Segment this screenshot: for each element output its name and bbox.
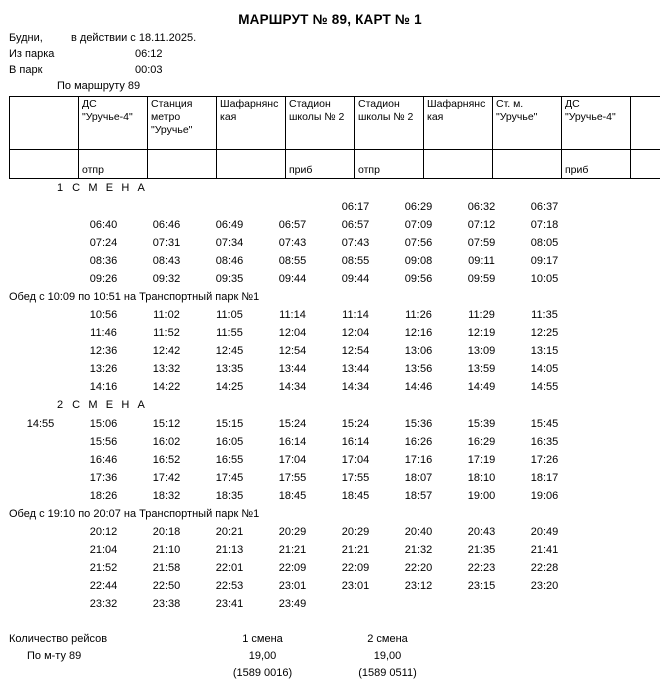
time-cell: 12:42 — [135, 342, 198, 360]
time-cell — [576, 270, 639, 288]
time-cell — [9, 541, 72, 559]
time-cell — [9, 433, 72, 451]
time-cell: 15:56 — [72, 433, 135, 451]
stop-name-cell-3: Шафарнянская — [217, 97, 286, 150]
time-cell — [72, 198, 135, 216]
footer-header-row — [9, 631, 660, 648]
footer-summary — [0, 631, 660, 682]
time-cell: 22:01 — [198, 559, 261, 577]
schedule-grid — [9, 523, 648, 613]
shift-number: 2 — [57, 399, 72, 411]
time-cell: 18:32 — [135, 487, 198, 505]
time-cell: 20:18 — [135, 523, 198, 541]
time-cell: 21:52 — [72, 559, 135, 577]
time-cell: 11:52 — [135, 324, 198, 342]
shift1-label: 1 смена — [200, 631, 325, 648]
time-cell — [576, 541, 639, 559]
time-cell: 08:46 — [198, 252, 261, 270]
time-cell: 07:43 — [261, 234, 324, 252]
schedule-row — [9, 541, 648, 559]
mode-cell-6 — [424, 150, 493, 179]
lunch-break-note: Обед с 19:10 по 20:07 на Транспортный парк №1 — [0, 505, 660, 523]
time-cell: 13:56 — [387, 360, 450, 378]
time-cell: 18:17 — [513, 469, 576, 487]
shift1-code: (1589 0016) — [200, 665, 325, 682]
time-cell: 07:34 — [198, 234, 261, 252]
schedule-row — [9, 415, 648, 433]
shift1-count: 19,00 — [200, 648, 325, 665]
mode-cell-8: приб — [562, 150, 631, 179]
time-cell: 22:50 — [135, 577, 198, 595]
time-cell — [576, 378, 639, 396]
shift-word: С М Е Н А — [72, 399, 147, 411]
time-cell: 15:15 — [198, 415, 261, 433]
time-cell: 13:35 — [198, 360, 261, 378]
time-cell: 14:16 — [72, 378, 135, 396]
time-cell — [9, 469, 72, 487]
time-cell: 13:59 — [450, 360, 513, 378]
time-cell: 16:46 — [72, 451, 135, 469]
time-cell: 14:46 — [387, 378, 450, 396]
time-cell — [9, 342, 72, 360]
time-cell: 09:56 — [387, 270, 450, 288]
schedule-row — [9, 306, 648, 324]
time-cell: 14:05 — [513, 360, 576, 378]
time-cell: 16:05 — [198, 433, 261, 451]
schedule-body — [0, 179, 660, 613]
time-cell: 15:24 — [324, 415, 387, 433]
mode-cell-5: отпр — [355, 150, 424, 179]
time-cell: 22:09 — [324, 559, 387, 577]
time-cell: 06:29 — [387, 198, 450, 216]
time-cell: 09:32 — [135, 270, 198, 288]
time-cell: 21:41 — [513, 541, 576, 559]
time-cell: 11:14 — [261, 306, 324, 324]
time-cell — [9, 595, 72, 613]
time-cell: 17:16 — [387, 451, 450, 469]
schedule-row — [9, 433, 648, 451]
time-cell: 06:46 — [135, 216, 198, 234]
schedule-grid — [9, 306, 648, 396]
time-cell: 20:12 — [72, 523, 135, 541]
footer-route-label: По м-ту 89 — [9, 648, 200, 665]
stop-name-cell-5: Стадион школы № 2 — [355, 97, 424, 150]
mode-cell-1: отпр — [79, 150, 148, 179]
time-cell — [576, 252, 639, 270]
time-cell: 21:32 — [387, 541, 450, 559]
time-cell: 22:23 — [450, 559, 513, 577]
from-depot-label: Из парка — [9, 46, 135, 62]
time-cell: 14:49 — [450, 378, 513, 396]
time-cell: 15:12 — [135, 415, 198, 433]
time-cell: 14:25 — [198, 378, 261, 396]
time-cell: 16:14 — [261, 433, 324, 451]
time-cell: 22:28 — [513, 559, 576, 577]
time-cell: 21:58 — [135, 559, 198, 577]
time-cell: 22:20 — [387, 559, 450, 577]
time-cell — [9, 378, 72, 396]
time-cell — [576, 595, 639, 613]
time-cell: 11:05 — [198, 306, 261, 324]
to-depot-time: 00:03 — [135, 62, 163, 78]
time-cell: 13:06 — [387, 342, 450, 360]
time-cell: 16:55 — [198, 451, 261, 469]
time-cell — [576, 216, 639, 234]
time-cell — [324, 595, 387, 613]
time-cell: 13:32 — [135, 360, 198, 378]
time-cell: 07:31 — [135, 234, 198, 252]
time-cell: 06:57 — [261, 216, 324, 234]
time-cell: 21:21 — [261, 541, 324, 559]
time-cell: 14:55 — [9, 415, 72, 433]
schedule-row — [9, 595, 648, 613]
footer-counts-row — [9, 648, 660, 665]
time-cell — [576, 487, 639, 505]
schedule-row — [9, 216, 648, 234]
mode-cell-9 — [631, 150, 660, 179]
time-cell — [576, 433, 639, 451]
time-cell: 17:26 — [513, 451, 576, 469]
footer-codes-spacer — [9, 665, 200, 682]
time-cell: 18:45 — [324, 487, 387, 505]
route-row — [9, 78, 660, 94]
stop-name-cell-1: ДС "Уручье-4" — [79, 97, 148, 150]
schedule-row — [9, 378, 648, 396]
schedule-row — [9, 270, 648, 288]
shift2-code: (1589 0511) — [325, 665, 450, 682]
stop-name-cell-2: Станция метро "Уручье" — [148, 97, 217, 150]
schedule-row — [9, 234, 648, 252]
schedule-row — [9, 451, 648, 469]
mode-cell-2 — [148, 150, 217, 179]
time-cell — [198, 198, 261, 216]
schedule-grid — [9, 415, 648, 505]
time-cell: 07:24 — [72, 234, 135, 252]
time-cell — [9, 306, 72, 324]
schedule-row — [9, 577, 648, 595]
time-cell: 07:56 — [387, 234, 450, 252]
time-cell: 17:19 — [450, 451, 513, 469]
time-cell: 07:12 — [450, 216, 513, 234]
time-cell: 16:14 — [324, 433, 387, 451]
time-cell: 13:09 — [450, 342, 513, 360]
time-cell: 20:43 — [450, 523, 513, 541]
time-cell: 12:04 — [324, 324, 387, 342]
day-type-row — [9, 30, 660, 46]
time-cell: 21:13 — [198, 541, 261, 559]
time-cell: 12:54 — [261, 342, 324, 360]
schedule-row — [9, 469, 648, 487]
time-cell: 09:11 — [450, 252, 513, 270]
time-cell — [9, 270, 72, 288]
to-depot-row — [9, 62, 660, 78]
time-cell — [135, 198, 198, 216]
footer-codes-row — [9, 665, 660, 682]
shift2-label: 2 смена — [325, 631, 450, 648]
time-cell: 11:02 — [135, 306, 198, 324]
shift-word: С М Е Н А — [72, 182, 147, 194]
time-cell — [9, 252, 72, 270]
time-cell: 23:12 — [387, 577, 450, 595]
time-cell: 21:04 — [72, 541, 135, 559]
time-cell: 11:46 — [72, 324, 135, 342]
stops-header-body — [10, 97, 660, 179]
time-cell — [9, 577, 72, 595]
time-cell: 16:52 — [135, 451, 198, 469]
time-cell: 18:10 — [450, 469, 513, 487]
stop-name-cell-9 — [631, 97, 660, 150]
time-cell — [576, 523, 639, 541]
time-cell: 12:45 — [198, 342, 261, 360]
time-cell: 21:35 — [450, 541, 513, 559]
time-cell: 14:22 — [135, 378, 198, 396]
time-cell: 10:56 — [72, 306, 135, 324]
time-cell: 23:15 — [450, 577, 513, 595]
time-cell: 08:36 — [72, 252, 135, 270]
time-cell: 21:10 — [135, 541, 198, 559]
time-cell: 20:49 — [513, 523, 576, 541]
mode-cell-0 — [10, 150, 79, 179]
time-cell — [576, 306, 639, 324]
time-cell: 23:20 — [513, 577, 576, 595]
stops-header-table — [9, 96, 660, 179]
schedule-row — [9, 559, 648, 577]
time-cell: 14:34 — [261, 378, 324, 396]
time-cell: 14:34 — [324, 378, 387, 396]
time-cell: 17:55 — [324, 469, 387, 487]
from-depot-row — [9, 46, 660, 62]
stop-names-row — [10, 97, 660, 150]
time-cell — [387, 595, 450, 613]
time-cell: 10:05 — [513, 270, 576, 288]
time-cell: 07:43 — [324, 234, 387, 252]
time-cell: 18:26 — [72, 487, 135, 505]
time-cell: 08:05 — [513, 234, 576, 252]
time-cell: 23:38 — [135, 595, 198, 613]
time-cell: 17:45 — [198, 469, 261, 487]
time-cell — [576, 360, 639, 378]
time-cell — [9, 234, 72, 252]
stop-name-cell-6: Шафарнянская — [424, 97, 493, 150]
time-cell: 09:44 — [324, 270, 387, 288]
time-cell — [576, 324, 639, 342]
time-cell — [576, 198, 639, 216]
time-cell: 09:08 — [387, 252, 450, 270]
time-cell — [513, 595, 576, 613]
time-cell: 23:01 — [324, 577, 387, 595]
day-type-label: Будни, — [9, 30, 71, 46]
time-cell: 09:26 — [72, 270, 135, 288]
time-cell: 08:55 — [324, 252, 387, 270]
time-cell: 12:04 — [261, 324, 324, 342]
time-cell — [576, 469, 639, 487]
schedule-row — [9, 252, 648, 270]
time-cell: 23:49 — [261, 595, 324, 613]
time-cell: 06:40 — [72, 216, 135, 234]
time-cell: 20:29 — [324, 523, 387, 541]
time-cell — [576, 451, 639, 469]
trips-count-label: Количество рейсов — [9, 631, 200, 648]
time-cell: 06:32 — [450, 198, 513, 216]
time-cell: 07:18 — [513, 216, 576, 234]
time-cell: 13:26 — [72, 360, 135, 378]
time-cell — [9, 324, 72, 342]
time-cell — [576, 415, 639, 433]
time-cell — [9, 451, 72, 469]
time-cell: 13:44 — [324, 360, 387, 378]
time-cell: 09:44 — [261, 270, 324, 288]
time-cell — [576, 342, 639, 360]
time-cell: 13:44 — [261, 360, 324, 378]
time-cell: 12:19 — [450, 324, 513, 342]
time-cell: 11:35 — [513, 306, 576, 324]
time-cell: 17:55 — [261, 469, 324, 487]
time-cell: 14:55 — [513, 378, 576, 396]
time-cell: 11:26 — [387, 306, 450, 324]
time-cell: 15:24 — [261, 415, 324, 433]
time-cell: 18:35 — [198, 487, 261, 505]
arrival-departure-row — [10, 150, 660, 179]
from-depot-time: 06:12 — [135, 46, 163, 62]
schedule-row — [9, 342, 648, 360]
route-label: По маршруту 89 — [57, 78, 140, 94]
time-cell: 20:29 — [261, 523, 324, 541]
time-cell: 16:35 — [513, 433, 576, 451]
effective-from-text: в действии с 18.11.2025. — [71, 30, 196, 46]
time-cell: 17:42 — [135, 469, 198, 487]
shift-caption — [0, 179, 660, 198]
shift-number: 1 — [57, 182, 72, 194]
time-cell: 11:29 — [450, 306, 513, 324]
stop-name-cell-7: Ст. м. "Уручье" — [493, 97, 562, 150]
lunch-break-note: Обед с 10:09 по 10:51 на Транспортный парк №1 — [0, 288, 660, 306]
time-cell: 11:55 — [198, 324, 261, 342]
mode-cell-3 — [217, 150, 286, 179]
time-cell: 17:04 — [261, 451, 324, 469]
schedule-row — [9, 487, 648, 505]
time-cell — [576, 234, 639, 252]
schedule-row — [9, 324, 648, 342]
mode-cell-4: приб — [286, 150, 355, 179]
time-cell — [9, 487, 72, 505]
time-cell: 15:06 — [72, 415, 135, 433]
page-title: МАРШРУТ № 89, КАРТ № 1 — [0, 0, 660, 30]
time-cell: 12:16 — [387, 324, 450, 342]
time-cell — [576, 577, 639, 595]
time-cell: 17:04 — [324, 451, 387, 469]
time-cell — [9, 216, 72, 234]
time-cell: 07:09 — [387, 216, 450, 234]
time-cell: 20:40 — [387, 523, 450, 541]
time-cell: 08:55 — [261, 252, 324, 270]
schedule-row — [9, 360, 648, 378]
time-cell: 11:14 — [324, 306, 387, 324]
time-cell: 19:00 — [450, 487, 513, 505]
mode-cell-7 — [493, 150, 562, 179]
time-cell: 12:36 — [72, 342, 135, 360]
to-depot-label: В парк — [9, 62, 135, 78]
time-cell: 19:06 — [513, 487, 576, 505]
time-cell: 15:36 — [387, 415, 450, 433]
stop-name-cell-0 — [10, 97, 79, 150]
time-cell: 09:59 — [450, 270, 513, 288]
time-cell: 21:21 — [324, 541, 387, 559]
time-cell: 16:26 — [387, 433, 450, 451]
shift2-count: 19,00 — [325, 648, 450, 665]
time-cell: 06:49 — [198, 216, 261, 234]
time-cell: 06:57 — [324, 216, 387, 234]
schedule-row — [9, 198, 648, 216]
time-cell: 06:17 — [324, 198, 387, 216]
time-cell: 16:02 — [135, 433, 198, 451]
time-cell: 15:39 — [450, 415, 513, 433]
time-cell: 17:36 — [72, 469, 135, 487]
shift-caption — [0, 396, 660, 415]
time-cell: 15:45 — [513, 415, 576, 433]
stop-name-cell-4: Стадион школы № 2 — [286, 97, 355, 150]
time-cell — [9, 523, 72, 541]
time-cell — [261, 198, 324, 216]
header-info — [0, 30, 660, 94]
time-cell: 08:43 — [135, 252, 198, 270]
schedule-row — [9, 523, 648, 541]
time-cell: 12:25 — [513, 324, 576, 342]
time-cell: 13:15 — [513, 342, 576, 360]
time-cell: 12:54 — [324, 342, 387, 360]
time-cell — [9, 559, 72, 577]
time-cell: 22:44 — [72, 577, 135, 595]
time-cell: 23:41 — [198, 595, 261, 613]
time-cell: 22:09 — [261, 559, 324, 577]
time-cell — [450, 595, 513, 613]
time-cell: 23:01 — [261, 577, 324, 595]
time-cell: 18:45 — [261, 487, 324, 505]
time-cell: 06:37 — [513, 198, 576, 216]
time-cell: 22:53 — [198, 577, 261, 595]
time-cell: 18:57 — [387, 487, 450, 505]
time-cell: 20:21 — [198, 523, 261, 541]
time-cell: 09:35 — [198, 270, 261, 288]
time-cell: 16:29 — [450, 433, 513, 451]
schedule-grid — [9, 198, 648, 288]
time-cell: 18:07 — [387, 469, 450, 487]
time-cell — [9, 360, 72, 378]
time-cell: 09:17 — [513, 252, 576, 270]
time-cell: 23:32 — [72, 595, 135, 613]
time-cell: 07:59 — [450, 234, 513, 252]
time-cell — [576, 559, 639, 577]
stop-name-cell-8: ДС "Уручье-4" — [562, 97, 631, 150]
time-cell — [9, 198, 72, 216]
